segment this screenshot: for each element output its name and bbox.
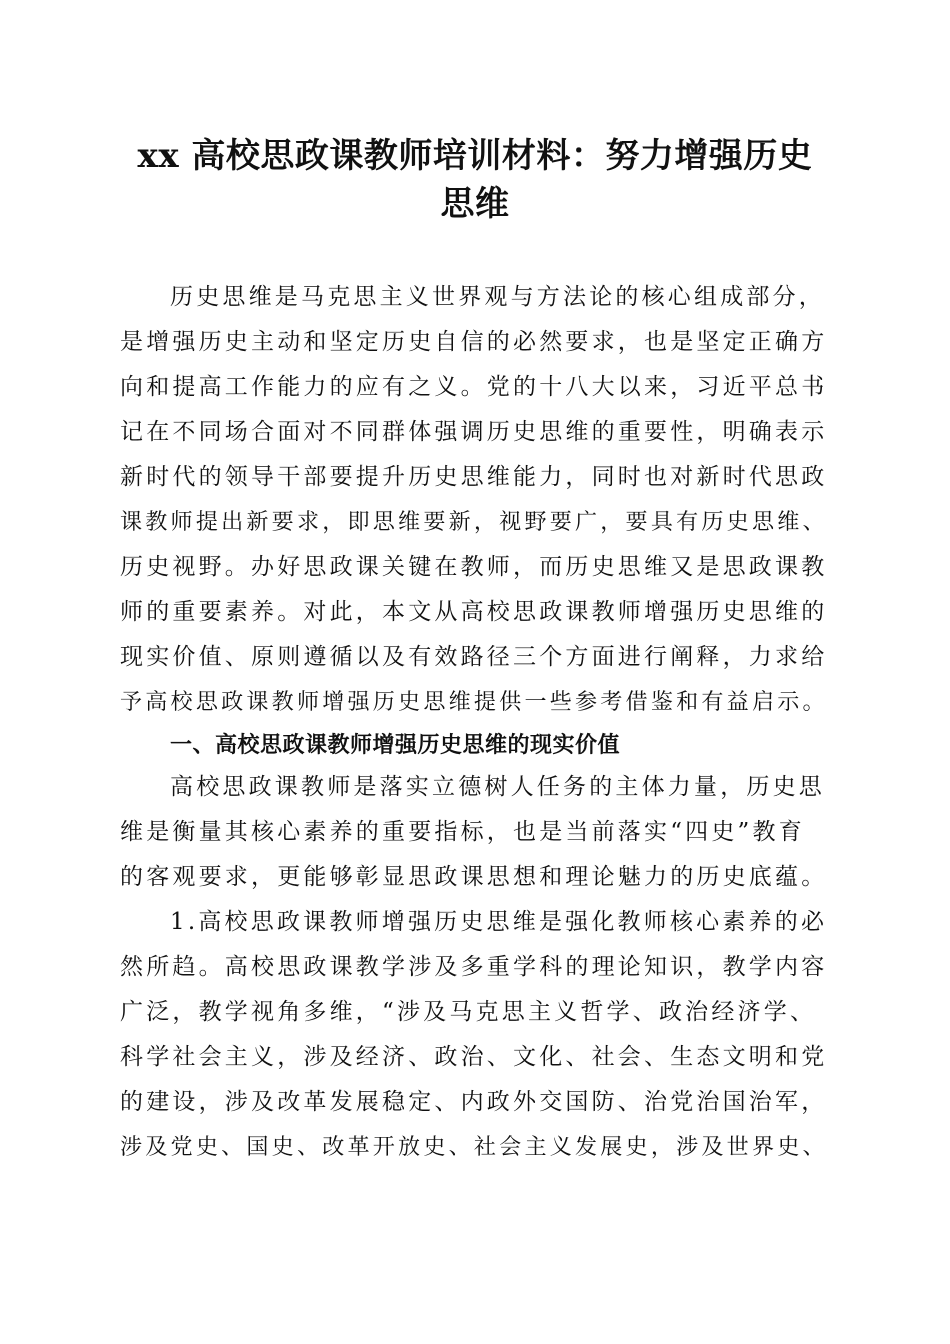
paragraph-line: 科学社会主义，涉及经济、政治、文化、社会、生态文明和党 xyxy=(120,1044,828,1070)
paragraph-line: 记在不同场合面对不同群体强调历史思维的重要性，明确表示 xyxy=(120,419,828,445)
paragraph-line: 维是衡量其核心素养的重要指标，也是当前落实“四史”教育 xyxy=(120,819,805,845)
paragraph-line: 涉及党史、国史、改革开放史、社会主义发展史，涉及世界史、 xyxy=(120,1135,828,1160)
title-line: xx 高校思政课教师培训材料：努力增强历史 xyxy=(137,136,813,176)
paragraph-line: 然所趋。高校思政课教学涉及多重学科的理论知识，教学内容 xyxy=(120,954,828,980)
paragraph-line: 向和提高工作能力的应有之义。党的十八大以来，习近平总书 xyxy=(120,374,828,400)
paragraph-line: 1.高校思政课教师增强历史思维是强化教师核心素养的必 xyxy=(170,909,828,935)
paragraph-line: 予高校思政课教师增强历史思维提供一些参考借鉴和有益启示。 xyxy=(120,690,828,715)
title-line: 思维 xyxy=(440,184,510,224)
paragraph-line: 历史思维是马克思主义世界观与方法论的核心组成部分， xyxy=(170,284,825,310)
paragraph-line: 广泛，教学视角多维，“涉及马克思主义哲学、政治经济学、 xyxy=(120,999,817,1025)
document-title xyxy=(120,132,830,228)
paragraph-line: 师的重要素养。对此，本文从高校思政课教师增强历史思维的 xyxy=(120,599,828,625)
point-one-paragraph xyxy=(120,900,832,1170)
section-heading: 一、高校思政课教师增强历史思维的现实价值 xyxy=(170,733,621,758)
paragraph-line: 现实价值、原则遵循以及有效路径三个方面进行阐释，力求给 xyxy=(120,644,828,670)
paragraph-line: 的客观要求，更能够彰显思政课思想和理论魅力的历史底蕴。 xyxy=(120,864,828,890)
paragraph-line: 是增强历史主动和坚定历史自信的必然要求，也是坚定正确方 xyxy=(120,329,828,355)
intro-paragraph xyxy=(120,275,832,725)
paragraph-line: 的建设，涉及改革发展稳定、内政外交国防、治党治国治军， xyxy=(120,1089,828,1115)
paragraph-line: 历史视野。办好思政课关键在教师，而历史思维又是思政课教 xyxy=(120,554,828,580)
paragraph-line: 高校思政课教师是落实立德树人任务的主体力量，历史思 xyxy=(170,774,825,800)
paragraph-line: 新时代的领导干部要提升历史思维能力，同时也对新时代思政 xyxy=(120,464,828,490)
section-paragraph xyxy=(120,765,832,900)
paragraph-line: 课教师提出新要求，即思维要新，视野要广，要具有历史思维、 xyxy=(120,510,828,535)
